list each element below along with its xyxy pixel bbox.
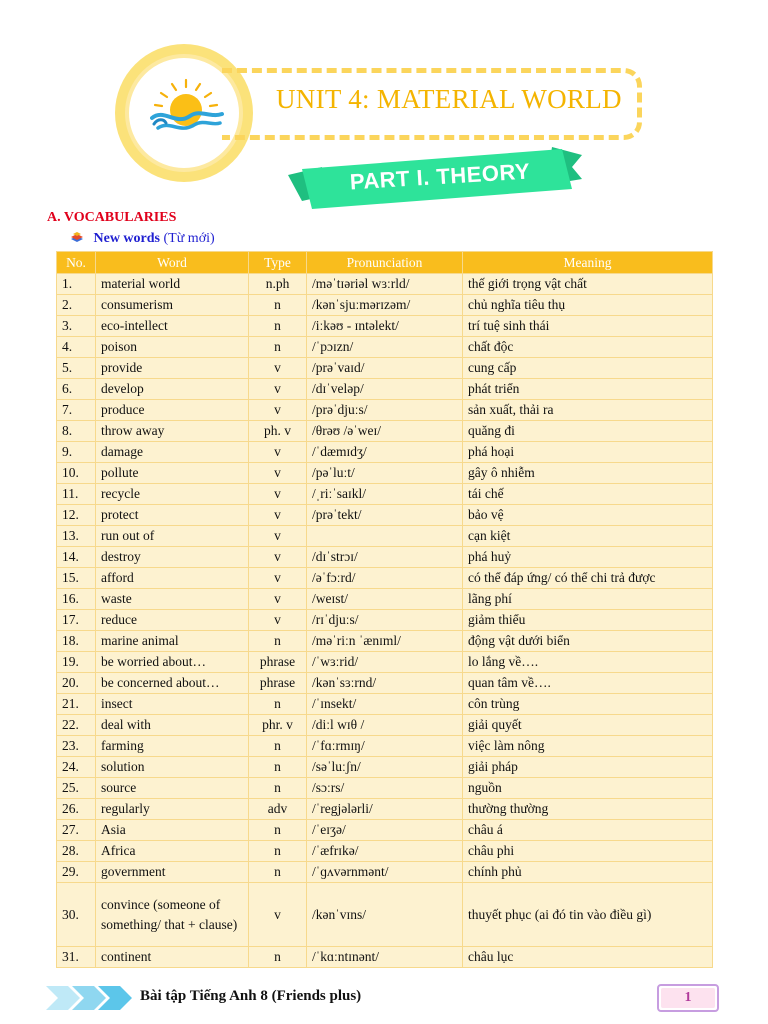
table-row <box>57 484 713 505</box>
table-row <box>57 652 713 673</box>
cell-type: n <box>249 337 307 358</box>
cell-word: damage <box>96 442 249 463</box>
cell-type: n <box>249 820 307 841</box>
table-row <box>57 736 713 757</box>
table-row <box>57 505 713 526</box>
table-row <box>57 379 713 400</box>
cell-word: continent <box>96 947 249 968</box>
cell-word: reduce <box>96 610 249 631</box>
cell-pronunciation: /prəˈdjuːs/ <box>307 400 463 421</box>
cell-meaning: giải pháp <box>463 757 713 778</box>
cell-no: 28. <box>57 841 96 862</box>
cell-no: 21. <box>57 694 96 715</box>
cell-meaning: giải quyết <box>463 715 713 736</box>
cell-pronunciation: /diːl wɪθ / <box>307 715 463 736</box>
cell-no: 24. <box>57 757 96 778</box>
cell-no: 18. <box>57 631 96 652</box>
cell-pronunciation: /ˈdæmɪdʒ/ <box>307 442 463 463</box>
cell-pronunciation: /rɪˈdjuːs/ <box>307 610 463 631</box>
cell-pronunciation: /ˈɪnsekt/ <box>307 694 463 715</box>
cell-no: 22. <box>57 715 96 736</box>
table-row <box>57 610 713 631</box>
cell-type: n <box>249 947 307 968</box>
cell-no: 29. <box>57 862 96 883</box>
cell-pronunciation: /məˈriːn ˈænɪml/ <box>307 631 463 652</box>
cell-type: n <box>249 631 307 652</box>
cell-type: phrase <box>249 652 307 673</box>
cell-meaning: thuyết phục (ai đó tin vào điều gì) <box>463 883 713 947</box>
cell-type: v <box>249 442 307 463</box>
cell-word: run out of <box>96 526 249 547</box>
table-row <box>57 295 713 316</box>
cell-pronunciation: /əˈfɔːrd/ <box>307 568 463 589</box>
footer-title: Bài tập Tiếng Anh 8 (Friends plus) <box>140 988 362 1004</box>
table-row <box>57 547 713 568</box>
part-title: PART I. THEORY <box>349 158 531 195</box>
cell-word: poison <box>96 337 249 358</box>
vocabulary-table <box>56 251 713 968</box>
cell-word: convince (someone of something/ that + clause) <box>96 883 249 947</box>
cell-word: afford <box>96 568 249 589</box>
subsection-label: New words <box>93 231 160 246</box>
cell-meaning: quan tâm về…. <box>463 673 713 694</box>
cell-word: marine animal <box>96 631 249 652</box>
cell-type: v <box>249 463 307 484</box>
cell-type: n <box>249 316 307 337</box>
cell-pronunciation: /weɪst/ <box>307 589 463 610</box>
cell-pronunciation: /səˈluːʃn/ <box>307 757 463 778</box>
cell-pronunciation: /ˈpɔɪzn/ <box>307 337 463 358</box>
cell-pronunciation: /ˈwɜːrid/ <box>307 652 463 673</box>
cell-word: develop <box>96 379 249 400</box>
cell-type: v <box>249 589 307 610</box>
cell-meaning: châu phi <box>463 841 713 862</box>
cell-meaning: quăng đi <box>463 421 713 442</box>
cell-type: v <box>249 568 307 589</box>
cell-pronunciation <box>307 526 463 547</box>
page-number: 1 <box>661 988 715 1008</box>
cell-meaning: sản xuất, thải ra <box>463 400 713 421</box>
cell-type: n <box>249 736 307 757</box>
cell-word: solution <box>96 757 249 778</box>
cell-no: 25. <box>57 778 96 799</box>
cell-word: insect <box>96 694 249 715</box>
cell-word: recycle <box>96 484 249 505</box>
cell-pronunciation: /ˈkɑːntɪnənt/ <box>307 947 463 968</box>
table-row <box>57 526 713 547</box>
cell-pronunciation: /ˈeɪʒə/ <box>307 820 463 841</box>
cell-no: 1. <box>57 274 96 295</box>
cell-meaning: giảm thiểu <box>463 610 713 631</box>
cell-pronunciation: /dɪˈveləp/ <box>307 379 463 400</box>
cell-word: government <box>96 862 249 883</box>
cell-pronunciation: /iːkəʊ - ɪntəlekt/ <box>307 316 463 337</box>
cell-word: eco-intellect <box>96 316 249 337</box>
cell-word: deal with <box>96 715 249 736</box>
book-bullet-icon <box>70 231 84 243</box>
cell-meaning: cạn kiệt <box>463 526 713 547</box>
cell-type: n <box>249 862 307 883</box>
header-word: Word <box>96 252 249 274</box>
cell-meaning: chính phủ <box>463 862 713 883</box>
cell-no: 11. <box>57 484 96 505</box>
cell-word: Asia <box>96 820 249 841</box>
cell-type: v <box>249 547 307 568</box>
cell-type: n <box>249 295 307 316</box>
cell-no: 5. <box>57 358 96 379</box>
table-row <box>57 274 713 295</box>
cell-meaning: chất độc <box>463 337 713 358</box>
cell-type: v <box>249 484 307 505</box>
unit-title: UNIT 4: MATERIAL WORLD <box>276 84 622 114</box>
cell-meaning: phá hoại <box>463 442 713 463</box>
table-row <box>57 820 713 841</box>
cell-no: 23. <box>57 736 96 757</box>
table-body <box>57 274 713 968</box>
cell-meaning: việc làm nông <box>463 736 713 757</box>
table-row <box>57 862 713 883</box>
table-row <box>57 421 713 442</box>
cell-no: 16. <box>57 589 96 610</box>
cell-meaning: nguồn <box>463 778 713 799</box>
table-row <box>57 316 713 337</box>
cell-no: 8. <box>57 421 96 442</box>
cell-meaning: tái chế <box>463 484 713 505</box>
cell-meaning: côn trùng <box>463 694 713 715</box>
table-row <box>57 883 713 947</box>
cell-type: phr. v <box>249 715 307 736</box>
section-title: A. VOCABULARIES <box>47 210 177 225</box>
cell-type: v <box>249 379 307 400</box>
table-row <box>57 799 713 820</box>
cell-meaning: chủ nghĩa tiêu thụ <box>463 295 713 316</box>
subsection-translation: (Từ mới) <box>163 231 215 246</box>
cell-type: v <box>249 358 307 379</box>
cell-meaning: thường thường <box>463 799 713 820</box>
cell-word: destroy <box>96 547 249 568</box>
cell-no: 2. <box>57 295 96 316</box>
cell-no: 15. <box>57 568 96 589</box>
cell-type: n.ph <box>249 274 307 295</box>
cell-no: 17. <box>57 610 96 631</box>
cell-pronunciation: /ˈɡʌvərnmənt/ <box>307 862 463 883</box>
cell-pronunciation: /pəˈluːt/ <box>307 463 463 484</box>
cell-word: Africa <box>96 841 249 862</box>
cell-type: v <box>249 526 307 547</box>
table-header-row <box>57 252 713 274</box>
header-meaning: Meaning <box>463 252 713 274</box>
cell-meaning: có thể đáp ứng/ có thể chi trả được <box>463 568 713 589</box>
cell-meaning: phá huỷ <box>463 547 713 568</box>
cell-meaning: lo lắng về…. <box>463 652 713 673</box>
cell-pronunciation: /θrəʊ /əˈweɪ/ <box>307 421 463 442</box>
cell-pronunciation: /ˈfɑːrmɪŋ/ <box>307 736 463 757</box>
cell-no: 7. <box>57 400 96 421</box>
cell-type: v <box>249 400 307 421</box>
cell-no: 10. <box>57 463 96 484</box>
cell-no: 13. <box>57 526 96 547</box>
cell-pronunciation: /dɪˈstrɔɪ/ <box>307 547 463 568</box>
cell-meaning: cung cấp <box>463 358 713 379</box>
table-row <box>57 631 713 652</box>
cell-word: consumerism <box>96 295 249 316</box>
cell-meaning: gây ô nhiễm <box>463 463 713 484</box>
cell-type: v <box>249 883 307 947</box>
table-row <box>57 841 713 862</box>
cell-pronunciation: /kənˈsɜːrnd/ <box>307 673 463 694</box>
cell-type: ph. v <box>249 421 307 442</box>
cell-word: provide <box>96 358 249 379</box>
cell-type: n <box>249 694 307 715</box>
table-row <box>57 358 713 379</box>
footer-arrows-icon <box>46 984 146 1012</box>
cell-no: 12. <box>57 505 96 526</box>
cell-meaning: trí tuệ sinh thái <box>463 316 713 337</box>
cell-type: n <box>249 841 307 862</box>
cell-no: 31. <box>57 947 96 968</box>
cell-pronunciation: /prəˈtekt/ <box>307 505 463 526</box>
cell-no: 26. <box>57 799 96 820</box>
table-row <box>57 400 713 421</box>
cell-meaning: lãng phí <box>463 589 713 610</box>
unit-header <box>0 0 768 215</box>
cell-type: n <box>249 778 307 799</box>
cell-pronunciation: /sɔːrs/ <box>307 778 463 799</box>
table-row <box>57 715 713 736</box>
cell-word: produce <box>96 400 249 421</box>
cell-pronunciation: /prəˈvaɪd/ <box>307 358 463 379</box>
cell-word: be concerned about… <box>96 673 249 694</box>
cell-no: 6. <box>57 379 96 400</box>
page-number-box <box>657 984 719 1012</box>
cell-no: 14. <box>57 547 96 568</box>
table-row <box>57 568 713 589</box>
cell-type: phrase <box>249 673 307 694</box>
table-row <box>57 442 713 463</box>
cell-no: 9. <box>57 442 96 463</box>
header-type: Type <box>249 252 307 274</box>
cell-word: be worried about… <box>96 652 249 673</box>
cell-no: 3. <box>57 316 96 337</box>
table-row <box>57 337 713 358</box>
cell-no: 19. <box>57 652 96 673</box>
cell-meaning: châu á <box>463 820 713 841</box>
table-row <box>57 947 713 968</box>
cell-meaning: bảo vệ <box>463 505 713 526</box>
cell-no: 20. <box>57 673 96 694</box>
header-pronunciation: Pronunciation <box>307 252 463 274</box>
cell-meaning: phát triển <box>463 379 713 400</box>
cell-no: 4. <box>57 337 96 358</box>
cell-word: protect <box>96 505 249 526</box>
cell-no: 30. <box>57 883 96 947</box>
cell-no: 27. <box>57 820 96 841</box>
cell-word: waste <box>96 589 249 610</box>
cell-meaning: châu lục <box>463 947 713 968</box>
cell-pronunciation: /ˌriːˈsaɪkl/ <box>307 484 463 505</box>
cell-word: regularly <box>96 799 249 820</box>
table-row <box>57 673 713 694</box>
cell-meaning: thế giới trọng vật chất <box>463 274 713 295</box>
cell-pronunciation: /ˈæfrɪkə/ <box>307 841 463 862</box>
cell-type: v <box>249 610 307 631</box>
cell-pronunciation: /məˈtɪəriəl wɜːrld/ <box>307 274 463 295</box>
cell-type: n <box>249 757 307 778</box>
cell-pronunciation: /kənˈvɪns/ <box>307 883 463 947</box>
table-row <box>57 694 713 715</box>
cell-word: throw away <box>96 421 249 442</box>
cell-word: source <box>96 778 249 799</box>
cell-word: pollute <box>96 463 249 484</box>
header-no: No. <box>57 252 96 274</box>
table-row <box>57 757 713 778</box>
cell-word: material world <box>96 274 249 295</box>
cell-word: farming <box>96 736 249 757</box>
cell-meaning: động vật dưới biển <box>463 631 713 652</box>
cell-pronunciation: /kənˈsjuːmərɪzəm/ <box>307 295 463 316</box>
cell-pronunciation: /ˈregjələrli/ <box>307 799 463 820</box>
cell-type: v <box>249 505 307 526</box>
subsection-title <box>70 231 215 247</box>
table-row <box>57 778 713 799</box>
table-row <box>57 463 713 484</box>
table-row <box>57 589 713 610</box>
sun-wave-icon <box>150 78 224 138</box>
cell-type: adv <box>249 799 307 820</box>
